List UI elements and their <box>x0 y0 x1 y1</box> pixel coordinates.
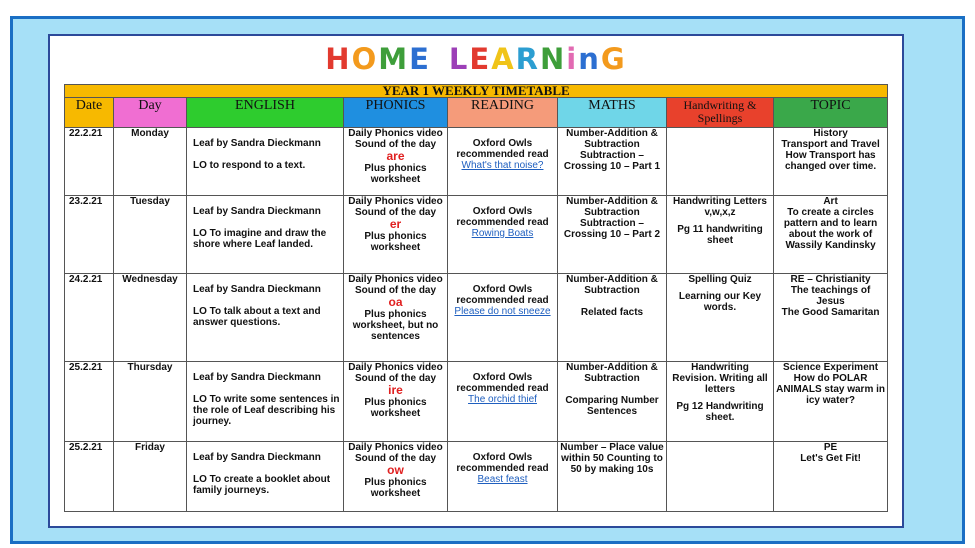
phonics-video: Daily Phonics video <box>348 362 443 373</box>
column-header: Date <box>65 98 114 128</box>
english-objective: LO To create a booklet about family journeys. <box>193 474 331 496</box>
phonics-video: Daily Phonics video <box>348 196 443 207</box>
phonics-video: Daily Phonics video <box>348 128 443 139</box>
date-cell: 25.2.21 <box>69 442 103 453</box>
maths-topic: Number – Place value within 50 Counting to 50 by making 10s <box>560 442 664 475</box>
topic-description: The teachings of Jesus <box>790 285 871 307</box>
phonics-sound: oa <box>388 295 403 309</box>
topic-subject: PE <box>823 442 838 453</box>
column-header: ENGLISH <box>187 98 344 128</box>
reading-link[interactable]: Please do not sneeze <box>454 306 551 317</box>
title-letter: n <box>578 42 601 76</box>
topic-subject: Art <box>823 196 838 207</box>
timetable-row <box>65 362 888 442</box>
day-cell: Thursday <box>127 362 173 373</box>
topic-subject: Science Experiment <box>783 362 879 373</box>
english-objective: LO To write some sentences in the role of Leaf describing his journey. <box>193 394 340 427</box>
title-letter: G <box>600 42 627 76</box>
column-header: PHONICS <box>344 98 448 128</box>
phonics-worksheet: Plus phonics worksheet, but no sentences <box>352 309 439 342</box>
title-letter: H <box>325 42 352 76</box>
home-learning-title <box>50 42 902 76</box>
date-cell: 22.2.21 <box>69 128 103 139</box>
phonics-sound-label: Sound of the day <box>354 285 437 296</box>
maths-detail: Related facts <box>580 307 644 318</box>
reading-link[interactable]: What's that noise? <box>461 160 544 171</box>
phonics-video: Daily Phonics video <box>348 442 443 453</box>
maths-topic: Number-Addition & Subtraction <box>566 274 658 296</box>
reading-link[interactable]: Rowing Boats <box>471 228 534 239</box>
maths-topic: Number-Addition & Subtraction Subtraction – Crossing 10 – Part 2 <box>563 196 661 240</box>
reading-recommendation: Oxford Owls recommended read <box>456 372 549 394</box>
date-cell: 23.2.21 <box>69 196 103 207</box>
timetable-row <box>65 442 888 512</box>
topic-subject: RE – Christianity <box>790 274 871 285</box>
reading-recommendation: Oxford Owls recommended read <box>456 284 549 306</box>
english-objective: LO to respond to a text. <box>193 160 306 171</box>
title-letter: E <box>409 42 431 76</box>
date-cell: 25.2.21 <box>69 362 103 373</box>
title-letter: N <box>540 42 567 76</box>
phonics-sound-label: Sound of the day <box>354 207 437 218</box>
phonics-worksheet: Plus phonics worksheet <box>364 163 427 185</box>
topic-description: To create a circles pattern and to learn about the work of Wassily Kandinsky <box>783 207 878 251</box>
english-book: Leaf by Sandra Dieckmann <box>193 284 321 295</box>
title-letter: A <box>491 42 516 76</box>
title-letter: i <box>566 42 579 76</box>
phonics-worksheet: Plus phonics worksheet <box>364 231 427 253</box>
phonics-sound-label: Sound of the day <box>354 373 437 384</box>
handwriting-task: Handwriting Revision. Writing all letters <box>672 362 768 395</box>
title-letter: E <box>469 42 492 76</box>
reading-recommendation: Oxford Owls recommended read <box>456 206 549 228</box>
handwriting-task: Handwriting Letters v,w,x,z <box>673 196 767 218</box>
column-header: Day <box>114 98 187 128</box>
column-header: TOPIC <box>774 98 888 128</box>
timetable-banner: YEAR 1 WEEKLY TIMETABLE <box>65 85 888 98</box>
maths-topic: Number-Addition & Subtraction <box>566 362 658 384</box>
handwriting-detail: Pg 11 handwriting sheet <box>677 224 763 246</box>
handwriting-task: Spelling Quiz <box>688 274 752 285</box>
english-objective: LO To imagine and draw the shore where Leaf landed. <box>193 228 327 250</box>
topic-subject: History <box>813 128 848 139</box>
english-book: Leaf by Sandra Dieckmann <box>193 452 321 463</box>
day-cell: Friday <box>134 442 165 453</box>
topic-detail: How Transport has changed over time. <box>784 150 877 172</box>
english-book: Leaf by Sandra Dieckmann <box>193 138 321 149</box>
day-cell: Tuesday <box>130 196 170 207</box>
phonics-worksheet: Plus phonics worksheet <box>364 477 427 499</box>
title-letter: R <box>515 42 540 76</box>
phonics-video: Daily Phonics video <box>348 274 443 285</box>
timetable-sheet <box>48 34 904 528</box>
phonics-sound: are <box>386 149 405 163</box>
timetable-row <box>65 196 888 274</box>
title-letter: L <box>448 42 470 76</box>
column-header: READING <box>448 98 558 128</box>
handwriting-detail: Pg 12 Handwriting sheet. <box>676 401 764 423</box>
title-letter: M <box>378 42 410 76</box>
phonics-sound: er <box>389 217 402 231</box>
timetable-row <box>65 128 888 196</box>
phonics-worksheet: Plus phonics worksheet <box>364 397 427 419</box>
topic-detail: The Good Samaritan <box>781 307 880 318</box>
maths-topic: Number-Addition & Subtraction Subtraction – Crossing 10 – Part 1 <box>563 128 661 172</box>
phonics-sound: ow <box>387 463 404 477</box>
reading-link[interactable]: The orchid thief <box>468 394 537 405</box>
topic-description: Let's Get Fit! <box>800 453 861 464</box>
day-cell: Wednesday <box>122 274 178 285</box>
english-book: Leaf by Sandra Dieckmann <box>193 372 321 383</box>
phonics-sound-label: Sound of the day <box>354 139 437 150</box>
english-book: Leaf by Sandra Dieckmann <box>193 206 321 217</box>
reading-recommendation: Oxford Owls recommended read <box>456 138 549 160</box>
maths-detail: Comparing Number Sentences <box>565 395 659 417</box>
title-letter: O <box>351 42 379 76</box>
weekly-timetable <box>64 84 888 512</box>
handwriting-detail: Learning our Key words. <box>678 291 762 313</box>
phonics-sound: ire <box>388 383 403 397</box>
reading-recommendation: Oxford Owls recommended read <box>456 452 549 474</box>
date-cell: 24.2.21 <box>69 274 103 285</box>
topic-description: Transport and Travel <box>781 139 880 150</box>
day-cell: Monday <box>131 128 169 139</box>
timetable-row <box>65 274 888 362</box>
column-header: Handwriting & Spellings <box>667 98 774 128</box>
column-header: MATHS <box>558 98 667 128</box>
reading-link[interactable]: Beast feast <box>477 474 528 485</box>
english-objective: LO To talk about a text and answer questions. <box>193 306 321 328</box>
phonics-sound-label: Sound of the day <box>354 453 437 464</box>
topic-description: How do POLAR ANIMALS stay warm in icy water? <box>776 373 886 406</box>
